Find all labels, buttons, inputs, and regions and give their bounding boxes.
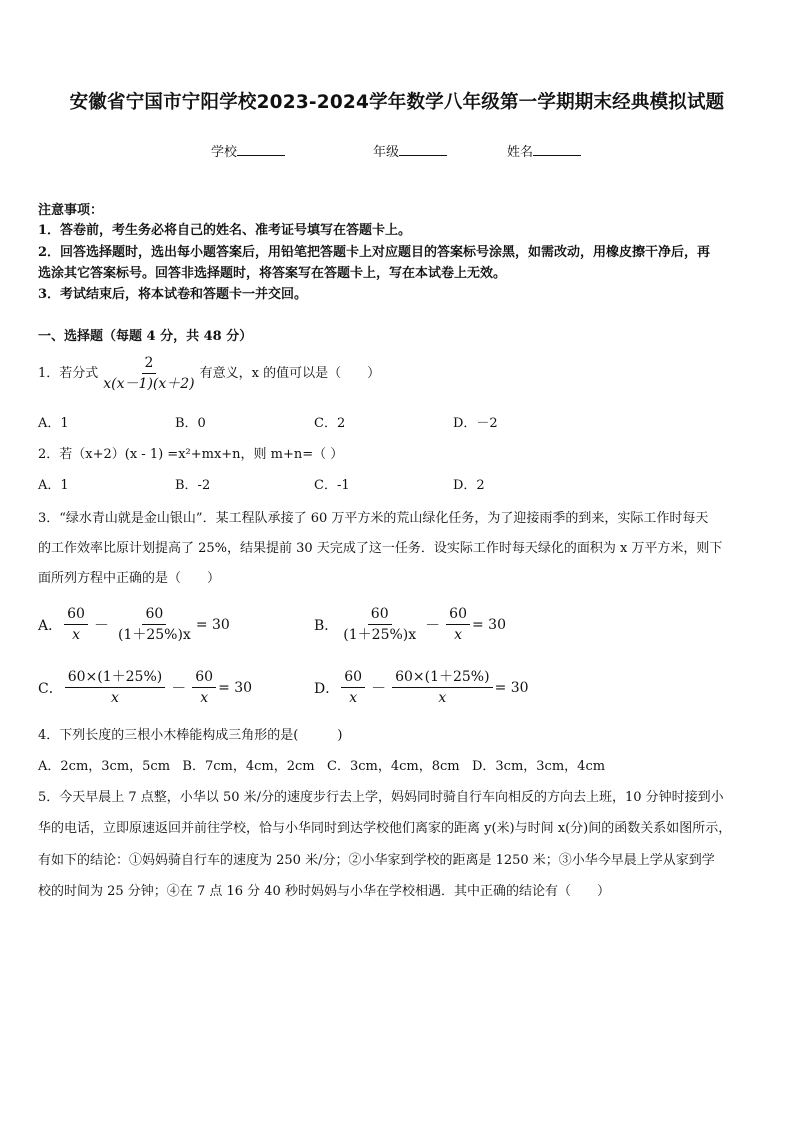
q3-c-frac2 [192,669,216,706]
name-field[interactable] [507,141,581,160]
q3-option-a[interactable] [38,606,230,643]
notice-item: 3．考试结束后，将本试卷和答题卡一并交回。 [38,287,308,302]
name-blank[interactable] [533,143,581,156]
notice-item: 2．回答选择题时，选出每小题答案后，用铅笔把答题卡上对应题目的答案标号涂黑，如需改动，用橡皮擦干净后，再 [38,245,711,260]
q2-option-d[interactable]: D．2 [453,478,485,493]
q3-c-frac1-den: x [111,690,119,706]
q2-option-b[interactable]: B．-2 [175,478,211,493]
q1-option-b[interactable]: B．0 [175,416,206,431]
q3-b-operator: － [425,616,441,634]
grade-field[interactable] [373,141,447,160]
q2-option-c[interactable]: C．-1 [314,478,350,493]
q2-option-a[interactable]: A．1 [38,478,69,493]
q3-d-frac1-den: x [349,690,358,706]
question-4-stem: 4．下列长度的三根小木棒能构成三角形的是( ) [38,728,343,743]
question-1-stem [38,355,380,392]
q1-fraction [100,355,197,392]
q3-d-frac2-num: 60×(1＋25%) [392,669,493,688]
q1-suffix: 有意义，x 的值可以是（ ） [199,365,381,381]
notice-item: 1．答卷前，考生务必将自己的姓名、准考证号填写在答题卡上。 [38,223,412,238]
q5-line: 5．今天早晨上 7 点整，小华以 50 米/分的速度步行去上学，妈妈同时骑自行车向相反的方向去上班，10 分钟时接到小 [38,790,724,805]
q1-option-c[interactable]: C．2 [314,416,346,431]
q3-a-frac2-den: (1＋25%)x [117,627,191,643]
school-label: 学校 [211,145,238,160]
q3-d-frac2 [392,669,493,706]
q5-line: 校的时间为 25 分钟；④在 7 点 16 分 40 秒时妈妈与小华在学校相遇．其中正确的结论有（ ） [38,884,610,899]
q3-a-label: A． [38,617,63,634]
section-heading: 一、选择题（每题 4 分，共 48 分） [38,329,253,344]
q3-b-frac2 [446,606,470,643]
q3-c-frac2-num: 60 [192,669,216,688]
q4-options[interactable]: A．2cm，3cm，5cm B．7cm，4cm，2cm C．3cm，4cm，8cm D．3cm，3cm，4cm [38,759,606,774]
q3-c-frac2-den: x [200,690,209,706]
q3-a-rhs: = 30 [195,616,230,633]
q5-line: 华的电话，立即原速返回并前往学校，恰与小华同时到达学校他们离家的距离 y(米)与时间 x(分)间的函数关系如图所示， [38,821,732,836]
q3-c-rhs: = 30 [218,679,253,696]
question-2-stem: 2．若（x+2）(x - 1) =x²+mx+n，则 m+n=（ ） [38,447,344,462]
q3-b-frac1-den: (1＋25%)x [343,627,417,643]
grade-label: 年级 [373,145,400,160]
q1-numerator: 2 [142,355,157,374]
q3-c-frac1 [65,669,166,706]
q3-a-frac2-num: 60 [142,606,166,625]
q3-d-frac2-den: x [438,690,447,706]
q1-denominator: x(x－1)(x＋2) [103,376,195,392]
q3-a-frac2 [115,606,194,643]
q3-a-frac1-num: 60 [64,606,88,625]
q3-option-c[interactable] [38,669,252,706]
q3-b-frac2-num: 60 [446,606,470,625]
q5-line: 有如下的结论：①妈妈骑自行车的速度为 250 米/分；②小华家到学校的距离是 1250 米；③小华今早晨上学从家到学 [38,853,715,868]
grade-blank[interactable] [399,143,447,156]
q3-b-frac2-den: x [454,627,463,643]
q3-a-operator: － [93,616,109,634]
q3-b-frac1 [340,606,419,643]
q3-d-operator: － [371,679,387,697]
q1-option-d[interactable]: D．－2 [453,416,498,431]
q3-b-rhs: = 30 [471,616,506,633]
q3-d-frac1 [341,669,365,706]
q3-b-label: B． [314,617,339,634]
school-blank[interactable] [237,143,285,156]
q3-line: 的工作效率比原计划提高了 25%，结果提前 30 天完成了这一任务．设实际工作时每天绿化的面积为 x 万平方米，则下 [38,541,723,556]
notice-heading: 注意事项： [38,203,104,218]
q3-d-frac1-num: 60 [341,669,365,688]
q1-prefix: 1．若分式 [38,365,99,381]
q3-a-frac1-den: x [72,627,80,643]
q3-line: 3．“绿水青山就是金山银山”．某工程队承接了 60 万平方米的荒山绿化任务，为了迎接雨季的到来，实际工作时每天 [38,511,709,526]
q3-option-b[interactable] [314,606,506,643]
q3-c-operator: － [171,679,187,697]
name-label: 姓名 [507,145,534,160]
exam-title: 安徽省宁国市宁阳学校2023-2024学年数学八年级第一学期期末经典模拟试题 [69,92,725,113]
q3-d-rhs: = 30 [494,679,529,696]
q3-a-frac1 [64,606,88,643]
school-field[interactable] [211,141,285,160]
q3-c-frac1-num: 60×(1＋25%) [65,669,166,688]
q3-line: 面所列方程中正确的是（ ） [38,571,221,586]
q3-option-d[interactable] [314,669,529,706]
q3-b-frac1-num: 60 [368,606,392,625]
notice-item: 选涂其它答案标号。回答非选择题时，将答案写在答题卡上，写在本试卷上无效。 [38,266,507,281]
q3-c-label: C． [38,680,63,697]
q1-option-a[interactable]: A．1 [38,416,69,431]
q3-d-label: D． [314,680,340,697]
